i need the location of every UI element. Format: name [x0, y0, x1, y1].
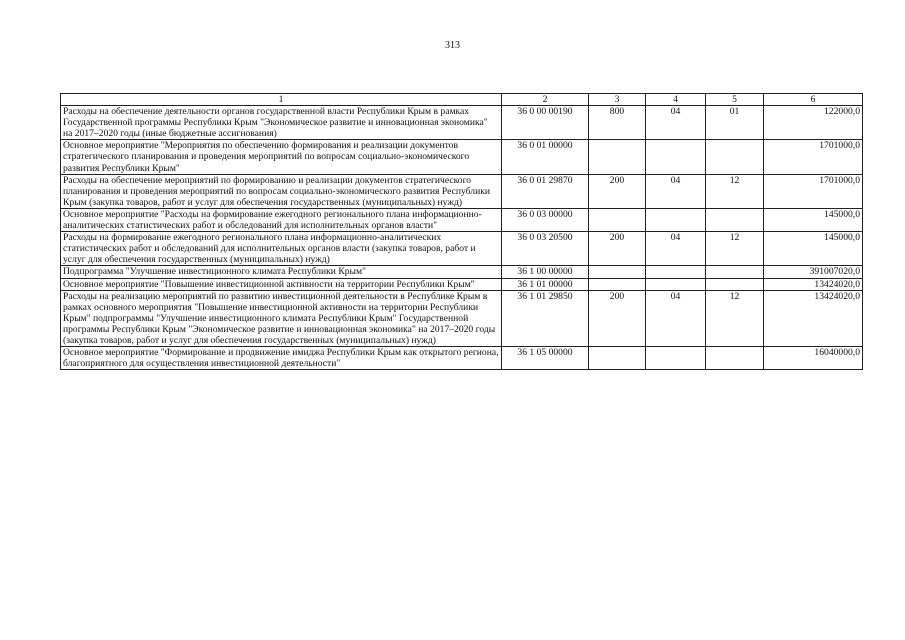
- row-sum: 391007020,0: [764, 266, 863, 278]
- row-col3: [589, 208, 646, 231]
- row-col5: [706, 140, 764, 174]
- row-code: 36 1 00 00000: [502, 266, 589, 278]
- row-col5: [706, 208, 764, 231]
- row-col3: 800: [589, 106, 646, 140]
- table-row: [61, 266, 863, 278]
- row-name: Расходы на реализацию мероприятий по развитию инвестиционной деятельности в Республике Крым в рамках основного мероприятия "Повышение инвестиционной активности на территории Республики Крым" подпрограммы "Улучшение инвестиционного климата Республики Крым" Государственной программы Республики Крым "Экономическое развитие и инновационная экономика" на 2017–2020 годы (закупка товаров, работ и услуг для обеспечения государственных (муниципальных) нужд): [61, 290, 502, 346]
- row-code: 36 0 03 20500: [502, 232, 589, 266]
- row-col4: 04: [646, 174, 706, 208]
- row-col4: 04: [646, 232, 706, 266]
- row-name: Расходы на обеспечение деятельности органов государственной власти Республики Крым в рамках Государственной программы Республики Крым "Экономическое развитие и инновационная экономика" на 2017–2020 годы (иные бюджетные ассигнования): [61, 106, 502, 140]
- row-col5: [706, 278, 764, 290]
- row-col4: 04: [646, 290, 706, 346]
- header-col-3: 3: [589, 94, 646, 106]
- row-name: Расходы на обеспечение мероприятий по формированию и реализации документов стратегического планирования и проведения мероприятий по вопросам социально-экономического развития Республики Крым (закупка товаров, работ и услуг для обеспечения государственных (муниципальных) нужд): [61, 174, 502, 208]
- row-name: Основное мероприятие "Мероприятия по обеспечению формирования и реализации документов стратегического планирования и проведения мероприятий по вопросам социально-экономического развития Республики Крым": [61, 140, 502, 174]
- table-row: [61, 208, 863, 231]
- table-row: [61, 140, 863, 174]
- row-code: 36 0 00 00190: [502, 106, 589, 140]
- header-col-5: 5: [706, 94, 764, 106]
- header-col-1: 1: [61, 94, 502, 106]
- row-col5: 12: [706, 290, 764, 346]
- row-sum: 1701000,0: [764, 174, 863, 208]
- row-sum: 1701000,0: [764, 140, 863, 174]
- row-code: 36 1 01 00000: [502, 278, 589, 290]
- row-col4: [646, 208, 706, 231]
- row-col5: 01: [706, 106, 764, 140]
- header-col-2: 2: [502, 94, 589, 106]
- row-col5: [706, 347, 764, 370]
- table-row: [61, 174, 863, 208]
- row-col3: 200: [589, 174, 646, 208]
- row-col4: [646, 140, 706, 174]
- row-col5: 12: [706, 174, 764, 208]
- table-row: [61, 278, 863, 290]
- table-header-row: [61, 94, 863, 106]
- page-number: 313: [445, 40, 460, 51]
- budget-table: [60, 93, 863, 370]
- row-name: Основное мероприятие "Формирование и продвижение имиджа Республики Крым как открытого региона, благоприятного для осуществления инвестиционной деятельности": [61, 347, 502, 370]
- table-row: [61, 106, 863, 140]
- row-code: 36 1 05 00000: [502, 347, 589, 370]
- row-col3: 200: [589, 232, 646, 266]
- header-col-6: 6: [764, 94, 863, 106]
- row-sum: 16040000,0: [764, 347, 863, 370]
- row-col5: [706, 266, 764, 278]
- row-code: 36 0 01 00000: [502, 140, 589, 174]
- row-name: Основное мероприятие "Повышение инвестиционной активности на территории Республики Крым": [61, 278, 502, 290]
- row-col3: [589, 140, 646, 174]
- row-name: Подпрограмма "Улучшение инвестиционного климата Республики Крым": [61, 266, 502, 278]
- row-col4: [646, 347, 706, 370]
- row-col3: 200: [589, 290, 646, 346]
- row-code: 36 1 01 29850: [502, 290, 589, 346]
- row-col4: [646, 278, 706, 290]
- row-col4: 04: [646, 106, 706, 140]
- table-row: [61, 290, 863, 346]
- row-sum: 145000,0: [764, 232, 863, 266]
- row-sum: 145000,0: [764, 208, 863, 231]
- row-code: 36 0 01 29870: [502, 174, 589, 208]
- row-sum: 13424020,0: [764, 278, 863, 290]
- header-col-4: 4: [646, 94, 706, 106]
- row-sum: 13424020,0: [764, 290, 863, 346]
- table-row: [61, 232, 863, 266]
- row-code: 36 0 03 00000: [502, 208, 589, 231]
- table-row: [61, 347, 863, 370]
- row-col5: 12: [706, 232, 764, 266]
- row-name: Основное мероприятие "Расходы на формирование ежегодного регионального плана информационно-аналитических статистических работ и обследований для исполнительных органов власти": [61, 208, 502, 231]
- row-col4: [646, 266, 706, 278]
- row-col3: [589, 266, 646, 278]
- row-sum: 122000,0: [764, 106, 863, 140]
- row-col3: [589, 347, 646, 370]
- row-name: Расходы на формирование ежегодного регионального плана информационно-аналитических статистических работ и обследований для исполнительных органов власти (закупка товаров, работ и услуг для обеспечения государственных (муниципальных) нужд): [61, 232, 502, 266]
- row-col3: [589, 278, 646, 290]
